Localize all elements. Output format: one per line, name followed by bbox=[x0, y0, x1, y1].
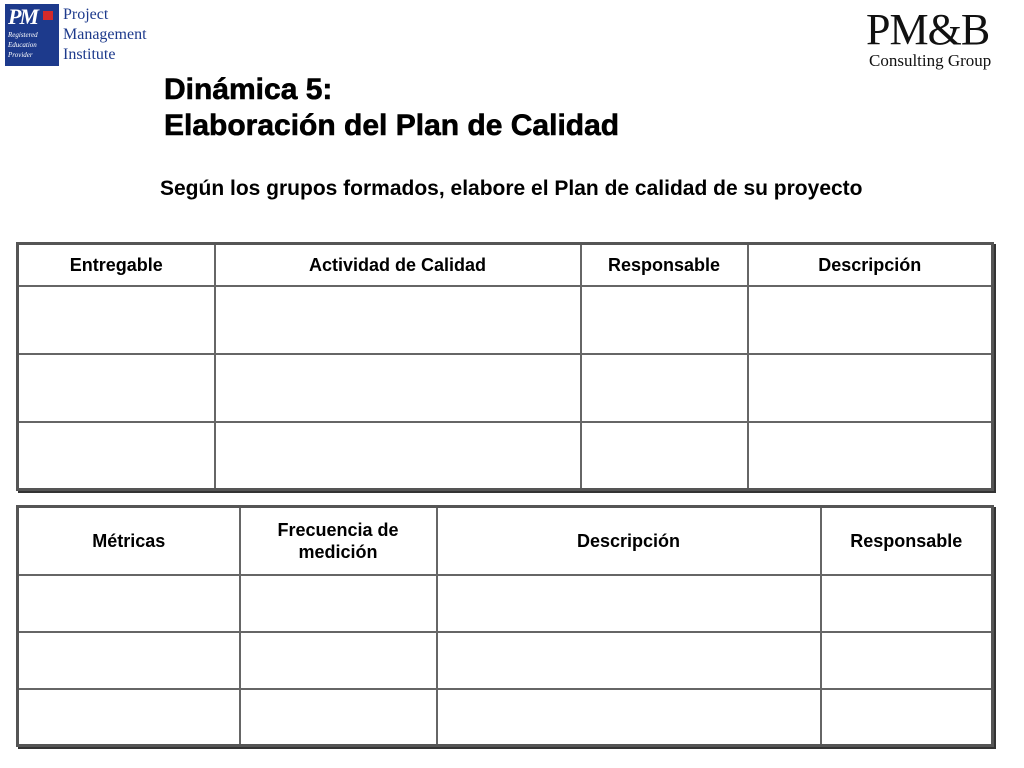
table-cell[interactable] bbox=[18, 422, 215, 490]
table-cell[interactable] bbox=[215, 286, 581, 354]
slide-title-line-1: Dinámica 5: bbox=[164, 73, 333, 106]
pmi-mark-letters: PM bbox=[8, 4, 37, 29]
table-row bbox=[18, 689, 993, 746]
table-cell[interactable] bbox=[18, 286, 215, 354]
metrics-table bbox=[16, 505, 994, 747]
table-cell[interactable] bbox=[240, 632, 437, 689]
slide-title bbox=[164, 72, 619, 144]
table-cell[interactable] bbox=[821, 689, 993, 746]
column-header-frecuencia: Frecuencia de medición bbox=[240, 507, 437, 575]
pmb-logo-main: PM&B bbox=[866, 5, 990, 54]
table-row bbox=[18, 286, 993, 354]
table-cell[interactable] bbox=[18, 575, 240, 632]
pmb-logo-sub: Consulting Group bbox=[869, 51, 992, 70]
pmi-logo-mark bbox=[5, 4, 59, 66]
column-header-metricas: Métricas bbox=[18, 507, 240, 575]
table-cell[interactable] bbox=[437, 575, 821, 632]
table-cell[interactable] bbox=[821, 575, 993, 632]
table-header-row bbox=[18, 244, 993, 286]
column-header-descripcion: Descripción bbox=[437, 507, 821, 575]
table-cell[interactable] bbox=[748, 422, 993, 490]
table-cell[interactable] bbox=[581, 422, 748, 490]
slide-title-line-2: Elaboración del Plan de Calidad bbox=[164, 109, 620, 142]
table-cell[interactable] bbox=[215, 422, 581, 490]
table-row bbox=[18, 632, 993, 689]
table-cell[interactable] bbox=[437, 689, 821, 746]
table-header-row bbox=[18, 507, 993, 575]
table-row bbox=[18, 422, 993, 490]
pmi-logo bbox=[5, 4, 155, 68]
table-cell[interactable] bbox=[581, 286, 748, 354]
column-header-actividad: Actividad de Calidad bbox=[215, 244, 581, 286]
column-header-responsable: Responsable bbox=[821, 507, 993, 575]
table-cell[interactable] bbox=[18, 689, 240, 746]
column-header-responsable: Responsable bbox=[581, 244, 748, 286]
table-cell[interactable] bbox=[581, 354, 748, 422]
instruction-text: Según los grupos formados, elabore el Plan de calidad de su proyecto bbox=[160, 177, 863, 200]
table-row bbox=[18, 354, 993, 422]
table-cell[interactable] bbox=[240, 575, 437, 632]
table-cell[interactable] bbox=[748, 286, 993, 354]
table-cell[interactable] bbox=[18, 354, 215, 422]
pmb-logo bbox=[866, 5, 1016, 74]
table-cell[interactable] bbox=[18, 632, 240, 689]
pmi-mark-subtext: Registered Education Provider bbox=[8, 31, 38, 59]
pmi-logo-name: Project Management Institute bbox=[63, 6, 147, 63]
quality-plan-table bbox=[16, 242, 994, 491]
table-cell[interactable] bbox=[215, 354, 581, 422]
table-cell[interactable] bbox=[748, 354, 993, 422]
pmi-mark-red-square bbox=[43, 11, 53, 20]
table-row bbox=[18, 575, 993, 632]
table-cell[interactable] bbox=[821, 632, 993, 689]
column-header-entregable: Entregable bbox=[18, 244, 215, 286]
table-cell[interactable] bbox=[240, 689, 437, 746]
column-header-descripcion: Descripción bbox=[748, 244, 993, 286]
table-cell[interactable] bbox=[437, 632, 821, 689]
